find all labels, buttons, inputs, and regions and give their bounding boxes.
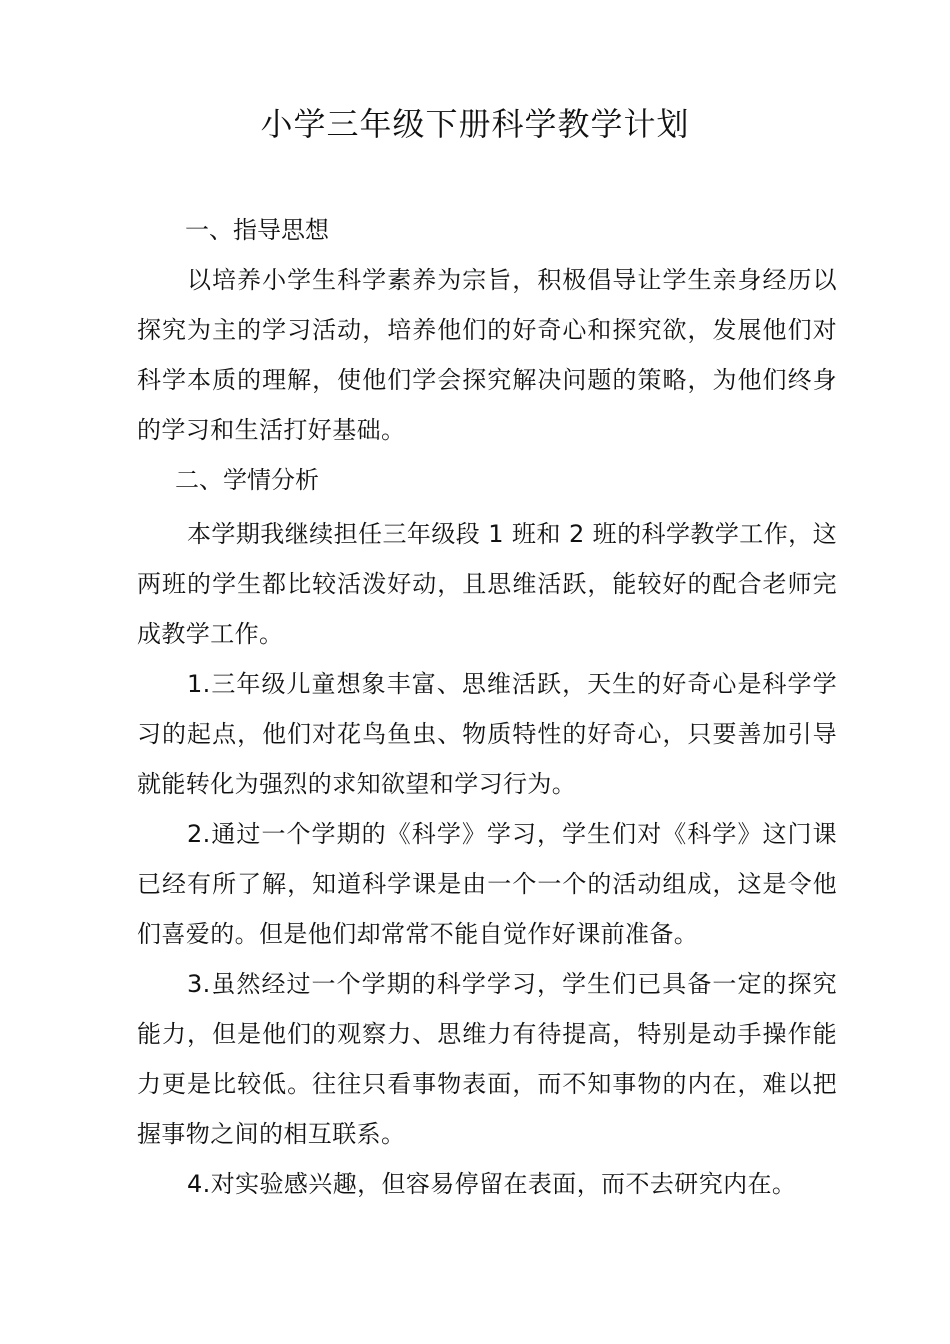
- section-heading-guiding-ideology: 一、指导思想: [185, 216, 329, 244]
- document-title: 小学三年级下册科学教学计划: [260, 105, 690, 143]
- paragraph-guiding-ideology: 以培养小学生科学素养为宗旨，积极倡导让学生亲身经历以探究为主的学习活动，培养他们的好奇心和探究欲，发展他们对科学本质的理解，使他们学会探究解决问题的策略，为他们终身的学习和生活打好基础。: [137, 266, 837, 444]
- list-item-analysis-4: 4.对实验感兴趣，但容易停留在表面，而不去研究内在。: [187, 1170, 797, 1198]
- list-item-analysis-2: 2.通过一个学期的《科学》学习，学生们对《科学》这门课已经有所了解，知道科学课是由一个一个的活动组成，这是令他们喜爱的。但是他们却常常不能自觉作好课前准备。: [137, 820, 837, 948]
- section-heading-student-analysis: 二、学情分析: [175, 466, 319, 494]
- list-item-analysis-3: 3.虽然经过一个学期的科学学习，学生们已具备一定的探究能力，但是他们的观察力、思维力有待提高，特别是动手操作能力更是比较低。往往只看事物表面，而不知事物的内在，难以把握事物之间的相互联系。: [137, 970, 837, 1148]
- list-item-analysis-1: 1.三年级儿童想象丰富、思维活跃，天生的好奇心是科学学习的起点，他们对花鸟鱼虫、物质特性的好奇心，只要善加引导就能转化为强烈的求知欲望和学习行为。: [137, 670, 837, 798]
- paragraph-student-analysis-intro: 本学期我继续担任三年级段 1 班和 2 班的科学教学工作，这两班的学生都比较活泼好动，且思维活跃，能较好的配合老师完成教学工作。: [137, 520, 837, 648]
- document-body: [137, 205, 837, 1209]
